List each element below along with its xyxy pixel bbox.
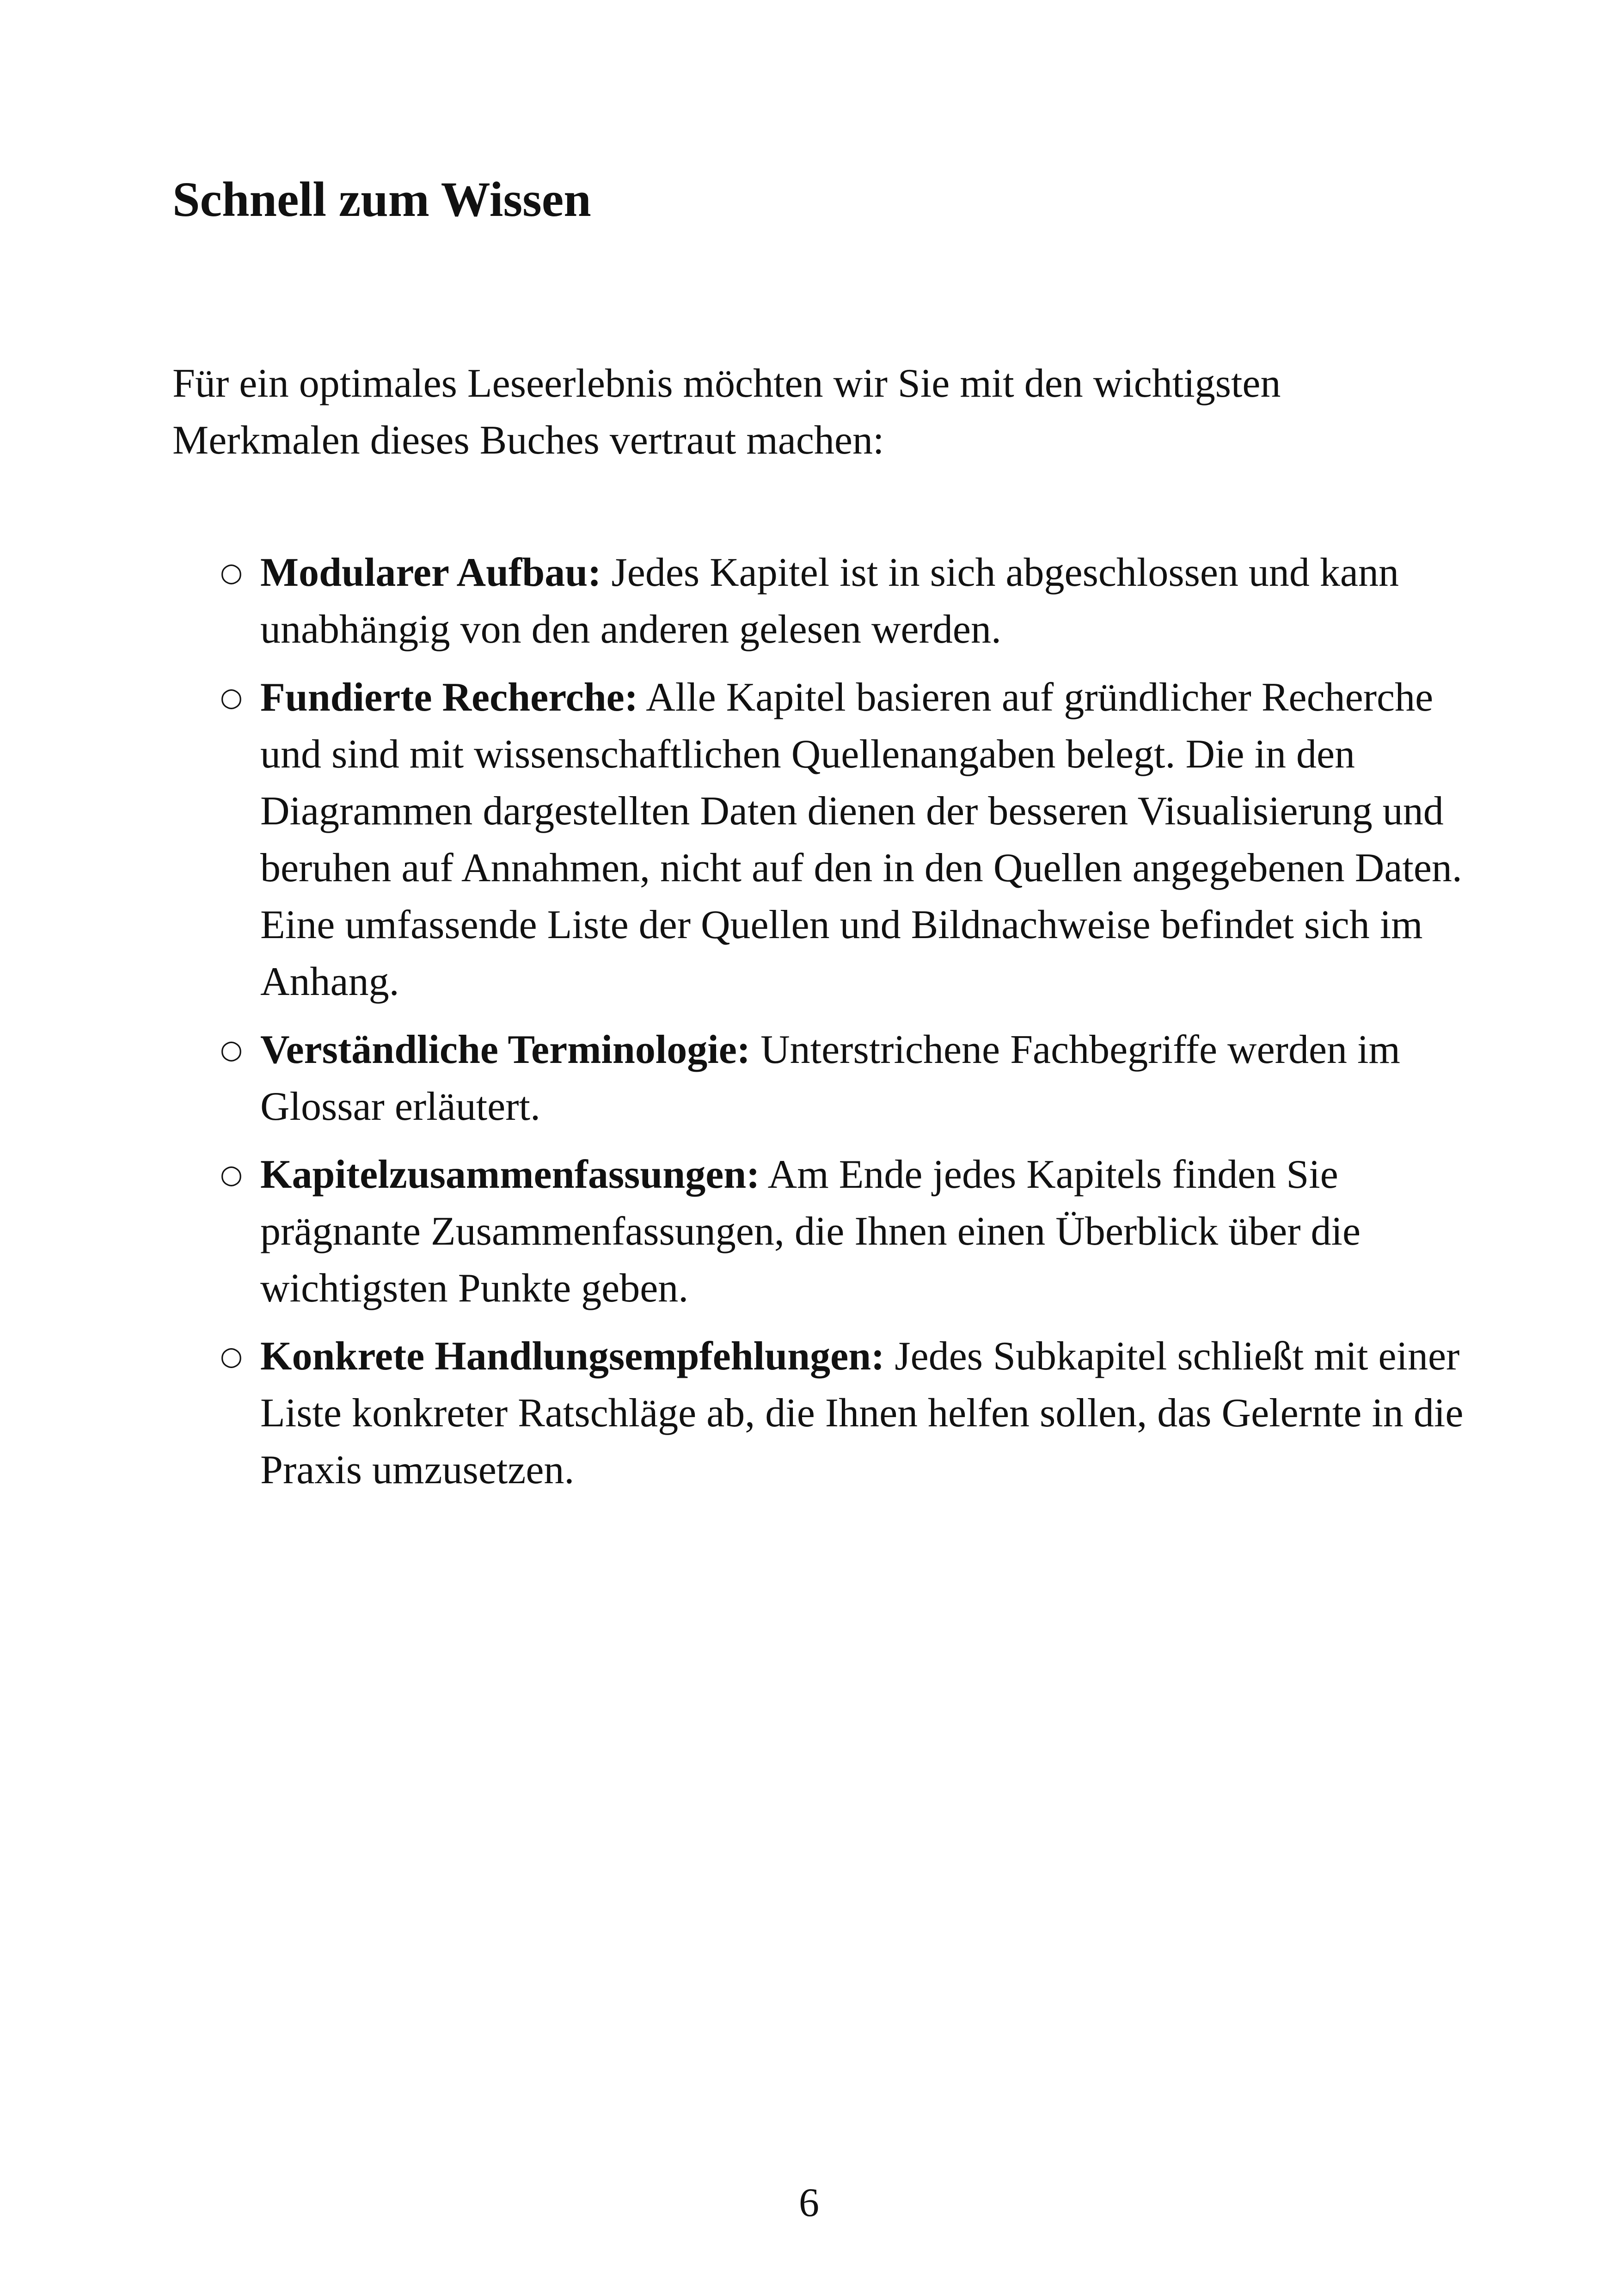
feature-term: Verständliche Terminologie: (260, 1027, 751, 1072)
page-number: 6 (799, 2180, 819, 2225)
list-item (172, 669, 1476, 1010)
feature-text: Unterstrichene Fachbegriffe werden im Glossar erläutert. (260, 1027, 1400, 1129)
list-item (172, 544, 1476, 658)
intro-paragraph: Für ein optimales Leseerlebnis möchten wir Sie mit den wichtigsten Merkmalen dieses Buches vertraut machen: (172, 361, 1281, 463)
feature-text: Jedes Subkapitel schließt mit einer Liste konkreter Ratschläge ab, die Ihnen helfen sollen, das Gelernte in die Praxis umzusetzen. (260, 1334, 1464, 1492)
circle-bullet-icon: ○ (220, 1160, 243, 1190)
feature-term: Konkrete Handlungsempfehlungen: (260, 1334, 885, 1379)
feature-list (172, 544, 1476, 1510)
circle-bullet-icon: ○ (220, 558, 243, 588)
page-title: Schnell zum Wissen (172, 172, 591, 227)
feature-text: Alle Kapitel basieren auf gründlicher Recherche und sind mit wissenschaftlichen Quellenangaben belegt. Die in den Diagrammen dargestellten Daten dienen der besseren Visualisierung und beruhen auf Annahmen, nicht auf den in den Quellen angegebenen Daten. Eine umfassende Liste der Quellen und Bildnachweise befindet sich im Anhang. (260, 675, 1462, 1004)
feature-term: Kapitelzusammenfassungen: (260, 1152, 760, 1197)
feature-text: Jedes Kapitel ist in sich abgeschlossen und kann unabhängig von den anderen gelesen werden. (260, 550, 1399, 652)
list-item (172, 1021, 1476, 1135)
list-item (172, 1146, 1476, 1317)
feature-text: Am Ende jedes Kapitels finden Sie prägnante Zusammenfassungen, die Ihnen einen Überblick über die wichtigsten Punkte geben. (260, 1152, 1361, 1311)
list-item (172, 1328, 1476, 1498)
circle-bullet-icon: ○ (220, 1341, 243, 1371)
feature-term: Fundierte Recherche: (260, 675, 638, 720)
circle-bullet-icon: ○ (220, 1035, 243, 1065)
circle-bullet-icon: ○ (220, 682, 243, 712)
feature-term: Modularer Aufbau: (260, 550, 601, 595)
